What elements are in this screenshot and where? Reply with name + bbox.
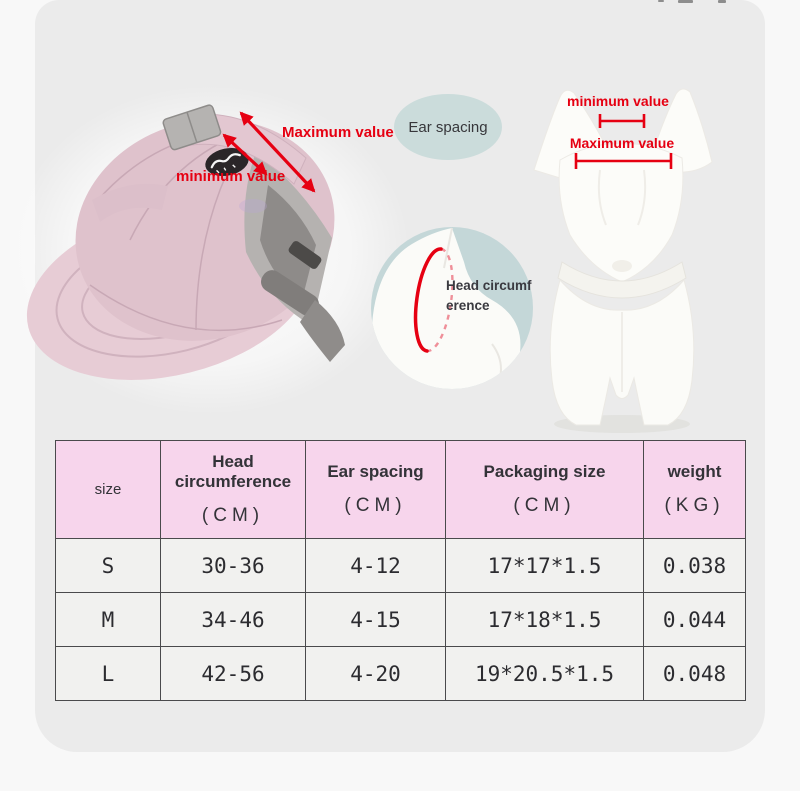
header-head-circumference: Head circumference (CM)	[161, 441, 306, 539]
head-circumference-label-line2: erence	[446, 298, 490, 313]
cell-ear: 4-15	[306, 593, 446, 647]
cap-minimum-value-label: minimum value	[176, 168, 286, 185]
ear-spacing-bubble-label: Ear spacing	[408, 118, 488, 136]
header-packaging-size: Packaging size (CM)	[446, 441, 644, 539]
ear-maximum-value-label: Maximum value	[569, 135, 675, 151]
table-row-m	[56, 593, 746, 647]
head-circumference-label	[446, 276, 536, 316]
size-table-header-row	[56, 441, 746, 539]
table-row-s	[56, 539, 746, 593]
cell-head: 42-56	[161, 647, 306, 701]
table-row-l	[56, 647, 746, 701]
ear-spacing-bubble	[394, 94, 502, 160]
cell-ear: 4-20	[306, 647, 446, 701]
cell-size: L	[56, 647, 161, 701]
cell-size: M	[56, 593, 161, 647]
cell-head: 30-36	[161, 539, 306, 593]
cell-head: 34-46	[161, 593, 306, 647]
cell-pack: 17*17*1.5	[446, 539, 644, 593]
bottom-white-strip	[0, 791, 800, 800]
cap-maximum-value-label: Maximum value	[282, 124, 394, 141]
cell-ear: 4-12	[306, 539, 446, 593]
cell-weight: 0.038	[644, 539, 746, 593]
cell-weight: 0.044	[644, 593, 746, 647]
cell-pack: 17*18*1.5	[446, 593, 644, 647]
header-ear-spacing: Ear spacing (CM)	[306, 441, 446, 539]
size-table	[55, 440, 746, 701]
cell-size: S	[56, 539, 161, 593]
ear-minimum-value-label: minimum value	[567, 93, 669, 109]
cell-weight: 0.048	[644, 647, 746, 701]
head-circumference-label-line1: Head circumf	[446, 278, 532, 293]
header-weight: weight (KG)	[644, 441, 746, 539]
cell-pack: 19*20.5*1.5	[446, 647, 644, 701]
header-size: size	[56, 441, 161, 539]
